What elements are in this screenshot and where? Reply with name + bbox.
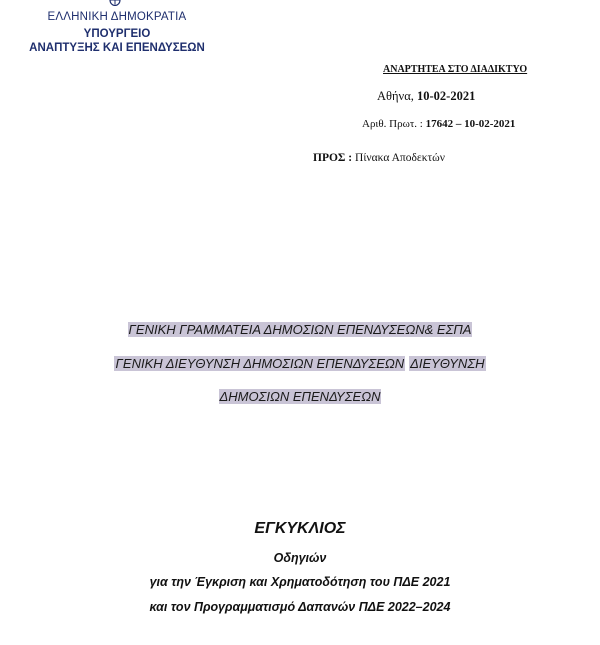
to-label: ΠΡΟΣ : <box>313 152 353 164</box>
org-line1: ΓΕΝΙΚΗ ΓΡΑΜΜΑΤΕΙΑ ΔΗΜΟΣΙΩΝ ΕΠΕΝΔΥΣΕΩΝ& ΕΣΠΑ <box>128 322 472 337</box>
org-general-directorate <box>0 355 600 373</box>
circular-subtitle-2: για την Έγκριση και Χρηματοδότηση του ΠΔΕ 2021 <box>149 575 451 589</box>
org-line2b: ΔΙΕΥΘΥΝΣΗ <box>410 356 485 371</box>
date-prefix: Αθήνα, <box>377 89 418 103</box>
circular-subtitle-1: Οδηγιών <box>273 551 327 565</box>
ministry-header <box>14 0 220 58</box>
protocol-value: 17642 – 10-02-2021 <box>425 118 516 130</box>
org-line3: ΔΗΜΟΣΙΩΝ ΕΠΕΝΔΥΣΕΩΝ <box>219 389 381 404</box>
posting-notice: ΑΝΑΡΤΗΤΕΑ ΣΤΟ ΔΙΑΔΙΚΤΥΟ <box>383 64 528 75</box>
protocol-number <box>362 118 515 130</box>
header-ministry-label: ΥΠΟΥΡΓΕΙΟ <box>83 28 151 40</box>
date-value: 10-02-2021 <box>417 89 476 103</box>
recipients <box>313 152 445 164</box>
header-country: ΕΛΛΗΝΙΚΗ ΔΗΜΟΚΡΑΤΙΑ <box>47 11 187 23</box>
protocol-prefix: Αριθ. Πρωτ. : <box>362 118 426 130</box>
circular-title: ΕΓΚΥΚΛΙΟΣ <box>254 520 346 537</box>
circular-subtitle-3: και τον Προγραμματισμό Δαπανών ΠΔΕ 2022–2024 <box>149 600 451 614</box>
header-ministry-name: ΑΝΑΠΤΥΞΗΣ ΚΑΙ ΕΠΕΝΔΥΣΕΩΝ <box>29 42 205 54</box>
org-general-secretariat <box>0 321 600 339</box>
org-line2a: ΓΕΝΙΚΗ ΔΙΕΥΘΥΝΣΗ ΔΗΜΟΣΙΩΝ ΕΠΕΝΔΥΣΕΩΝ <box>115 356 405 371</box>
org-directorate <box>0 388 600 406</box>
document-date <box>377 89 475 104</box>
greek-emblem-icon <box>107 0 123 6</box>
to-value: Πίνακα Αποδεκτών <box>352 152 445 164</box>
